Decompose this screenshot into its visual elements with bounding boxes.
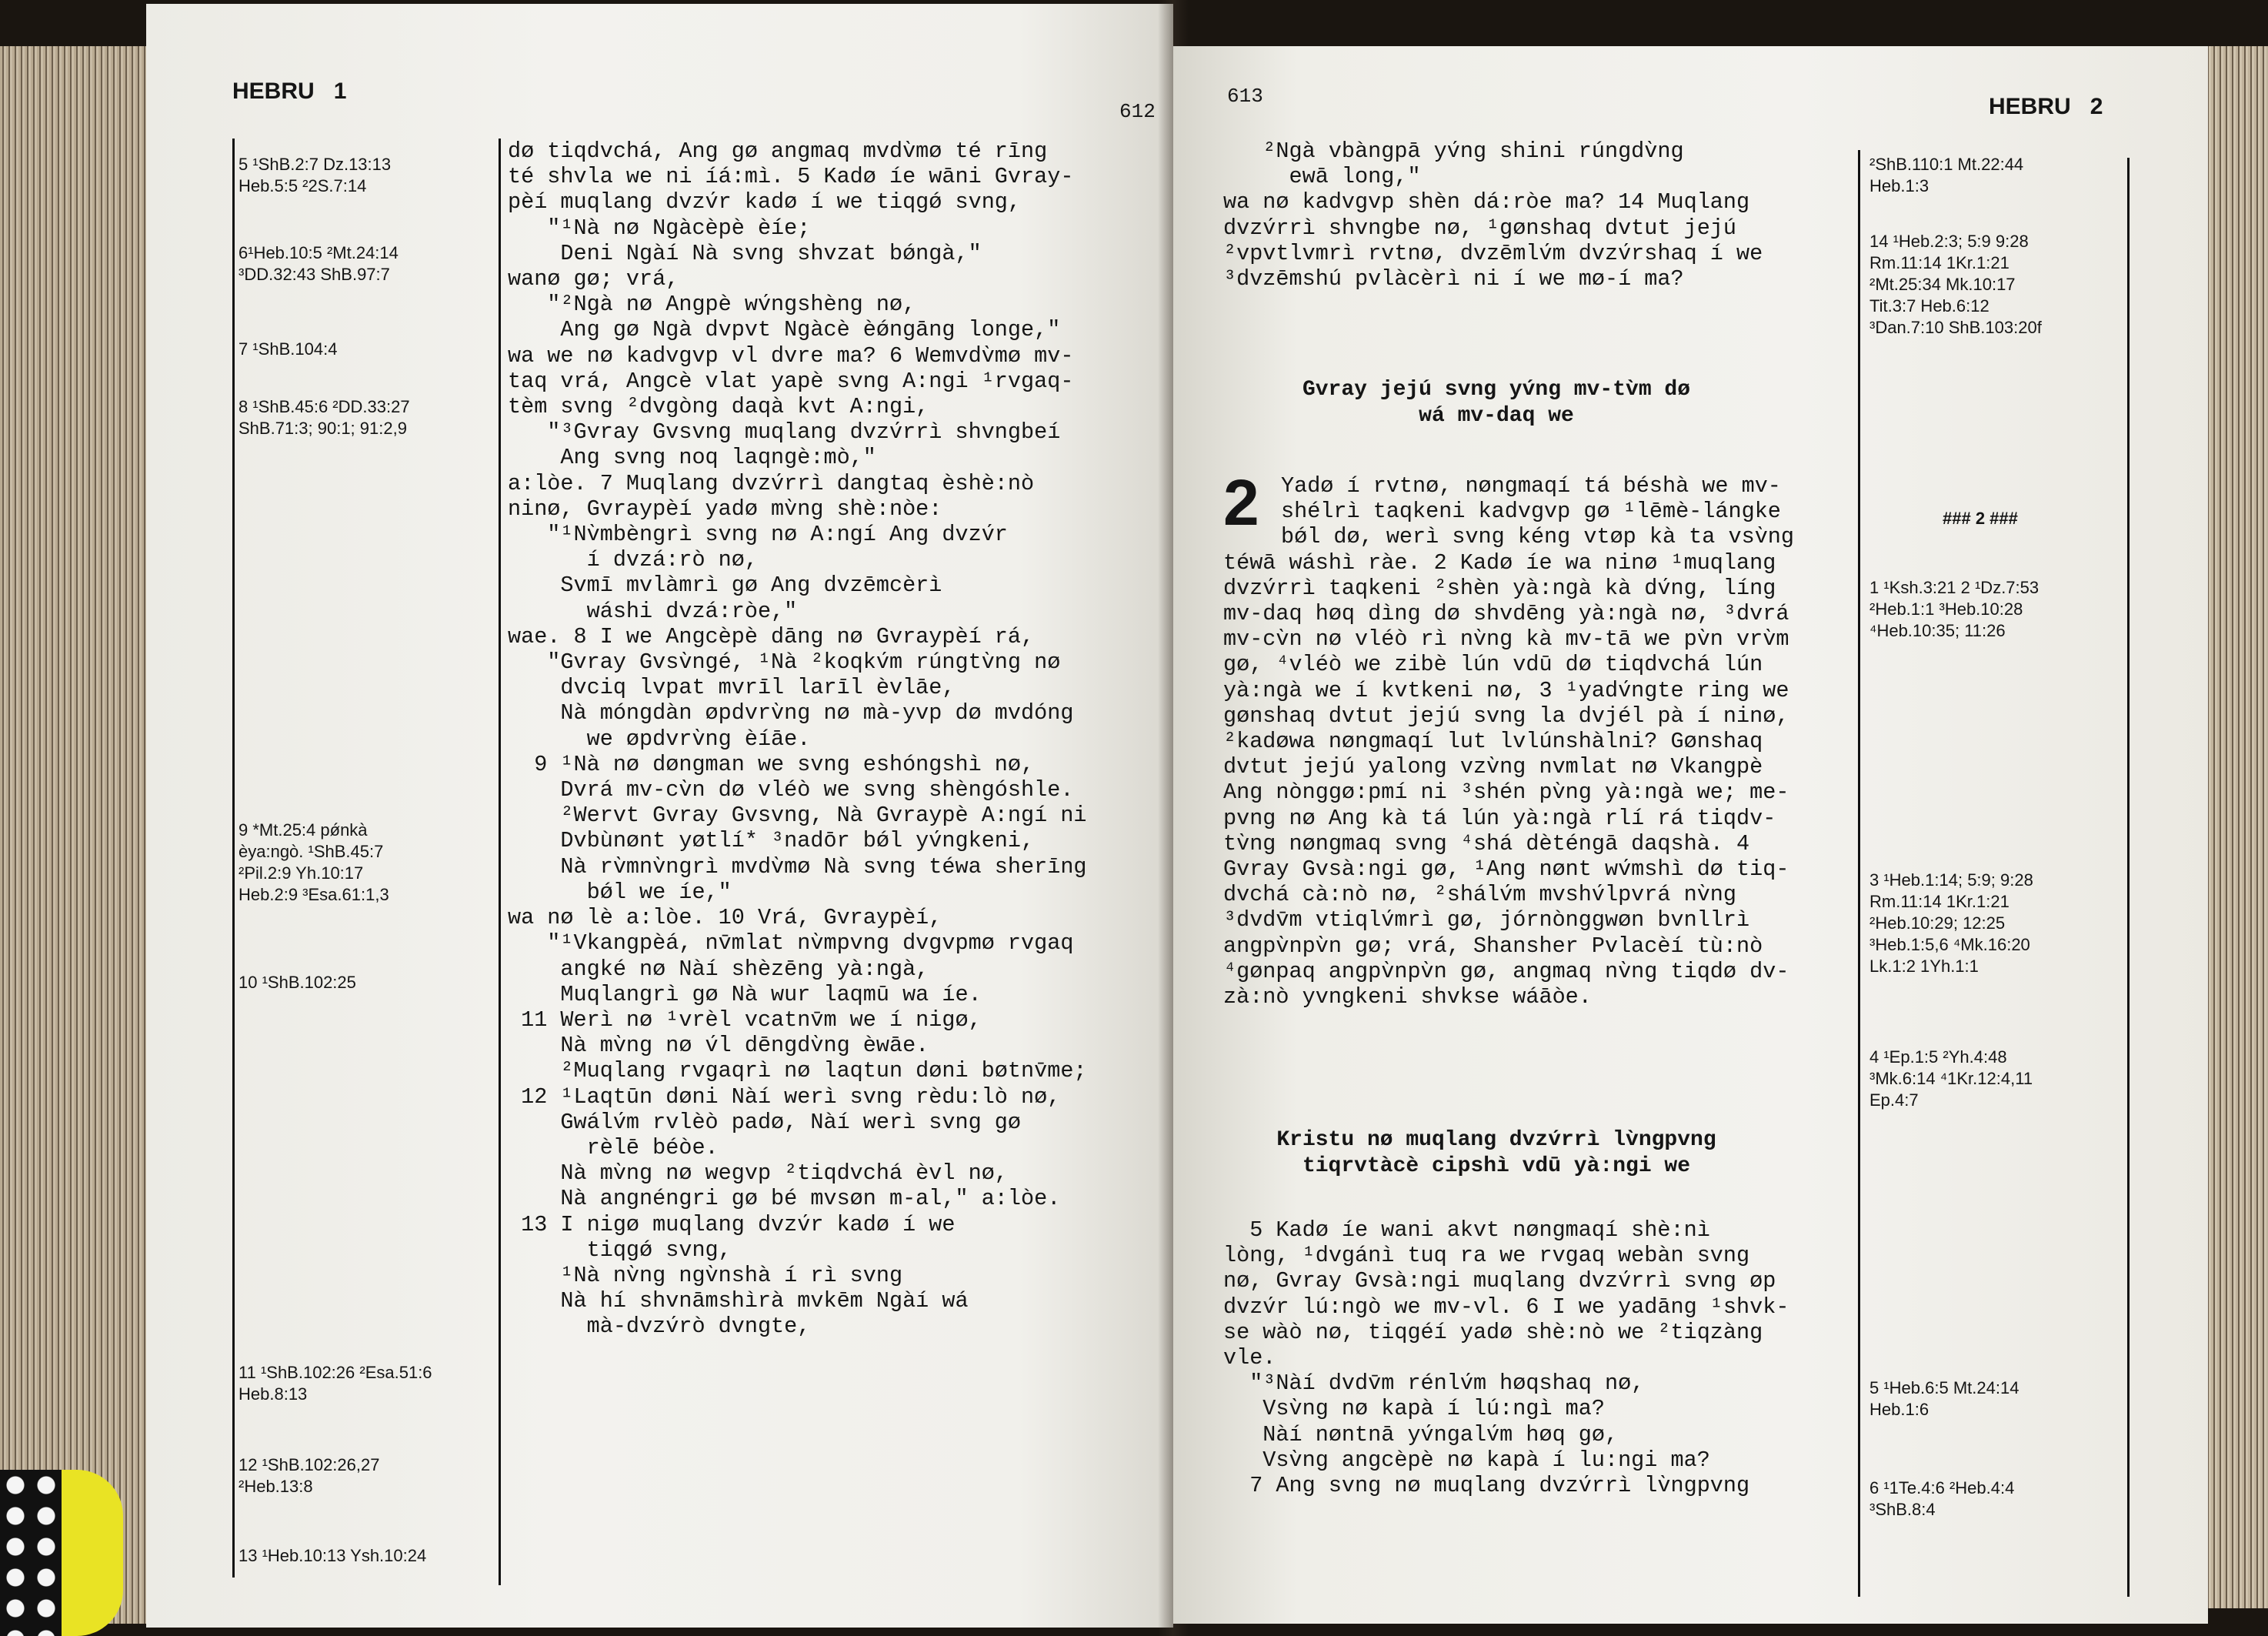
text-line: angké nø Nàí shèzēng yà:ngà, — [508, 956, 929, 982]
text-line: í dvzá:rò nø, — [508, 547, 758, 573]
text-line: mv-cv̀n nø vléò rì nv̀ng kà mv-tā we pv̀n vrv̀m — [1223, 626, 1789, 653]
text-line: wanø gø; vrá, — [508, 266, 679, 292]
text-line: Dvrá mv-cv̀n dø vléò we svng shèngóshle. — [508, 777, 1074, 803]
text-line: tèm svng ²dvgòng daqà kvt A:ngi, — [508, 394, 929, 420]
text-line: wa nø kadvgvp shèn dá:ròe ma? 14 Muqlang — [1223, 189, 1750, 215]
text-line: ²Muqlang rvgaqrì nø laqtun døni bøtnv̄me; — [508, 1058, 1087, 1084]
text-line: Nà móngdàn øpdvrv̀ng nø mà-yvp dø mvdóng — [508, 700, 1074, 726]
text-line: pèí muqlang dvzv́r kadø í we tiqgǿ svng, — [508, 189, 1022, 215]
text-line: dø tiqdvchá, Ang gø angmaq mvdv̀mø té rīng — [508, 139, 1048, 164]
text-line: bǿl we íe," — [508, 879, 732, 905]
text-line: "Gvray Gvsv̀ngé, ¹Nà ²koqkv́m rúngtv̀ng nø — [508, 649, 1061, 676]
text-line: wae. 8 I we Angcèpè dāng nø Gvraypèí rá, — [508, 623, 1035, 649]
text-line: ²kadøwa nøngmaqí lut lvlúnshàlni? Gønshaq — [1223, 729, 1763, 755]
right-margin-rule-1 — [1858, 150, 1860, 1597]
text-line: dvzv́r lú:ngò we mv-vl. 6 I we yadāng ¹shvk- — [1223, 1294, 1789, 1320]
right-body-text-top — [1223, 139, 1763, 292]
reference-entry: 13 ¹Heb.10:13 Ysh.10:24 — [238, 1546, 427, 1565]
text-line: shélrì taqkeni kadvgvp gø ¹lēmè-lángke — [1281, 499, 1781, 525]
left-body-text — [508, 139, 1087, 1340]
reference-entry: 7 ¹ShB.104:4 — [238, 339, 338, 359]
text-line: téwā wáshì ràe. 2 Kadø íe wa ninø ¹muqlang — [1223, 549, 1776, 576]
text-line: "³Nàí dvdv̄m rénlv́m høqshaq nø, — [1223, 1371, 1645, 1397]
reference-entry: 3 ¹Heb.1:14; 5:9; 9:28 Rm.11:14 1Kr.1:21 ²Heb.10:29; 12:25 ³Heb.1:5,6 ⁴Mk.16:20 Lk.1:2 1Yh.1:1 — [1869, 870, 2033, 976]
text-line: pvng nø Ang kà tá lún yà:ngà rlí rá tiqdv- — [1223, 805, 1776, 831]
right-page — [1173, 46, 2208, 1624]
reference-entry: 9 *Mt.25:4 pǿnkà èya:ngò. ¹ShB.45:7 ²Pil.2:9 Yh.10:17 Heb.2:9 ³Esa.61:1,3 — [238, 820, 389, 904]
right-body-text-bottom — [1223, 1217, 1789, 1498]
text-line: tiqgǿ svng, — [508, 1237, 732, 1263]
text-line: Ang nònggø:pmí ni ³shén pv̀ng yà:ngà we; me- — [1223, 780, 1789, 806]
text-line: wáshi dvzá:ròe," — [508, 598, 798, 624]
text-line: "¹Nv̀mbèngrì svng nø A:ngí Ang dvzv́r — [508, 522, 1008, 548]
text-line: gønshaq dvtut jejú svng la dvjél pà í ninø, — [1223, 703, 1789, 729]
text-line: ³dvzēmshú pvlàcèrì ni í we mø-í ma? — [1223, 266, 1684, 292]
text-line: "¹Nà nø Ngàcèpè èíe; — [508, 215, 811, 241]
text-line: dvzv́rrì taqkeni ²shèn yà:ngà kà dv́ng, líng — [1223, 575, 1776, 601]
right-margin-rule-2 — [2127, 158, 2130, 1597]
text-line: ³dvdv̄m vtiqlv́mrì gø, jórnònggwøn bvnllrì — [1223, 907, 1750, 933]
reference-entry: 14 ¹Heb.2:3; 5:9 9:28 Rm.11:14 1Kr.1:21 ²Mt.25:34 Mk.10:17 Tit.3:7 Heb.6:12 ³Dan.7:10 ShB.103:20f — [1869, 232, 2042, 337]
right-running-header — [1989, 94, 2103, 120]
reference-entry: 11 ¹ShB.102:26 ²Esa.51:6 Heb.8:13 — [238, 1363, 432, 1404]
dotted-object — [0, 1470, 62, 1636]
text-line: ewā long," — [1223, 164, 1421, 190]
text-line: Vsv̀ng nø kapà í lú:ngì ma? — [1223, 1396, 1605, 1422]
reference-entry: 10 ¹ShB.102:25 — [238, 973, 356, 992]
text-line: Nàí nøntnā yv́ngalv́m høq gø, — [1223, 1421, 1619, 1447]
text-line: ²Ngà vbàngpā yv́ng shini rúngdv̀ng — [1223, 139, 1684, 164]
text-line: 5 Kadø íe wani akvt nøngmaqí shè:nì — [1223, 1217, 1710, 1243]
text-line: yà:ngà we í kvtkeni nø, 3 ¹yadv́ngte ring we — [1223, 677, 1789, 703]
text-line: Gwálv́m rvlèò padø, Nàí werì svng gø — [508, 1109, 1022, 1135]
section-heading-2: Kristu nø muqlang dvzv́rrì lv̀ngpvng tiqrvtàcè cipshì vdū yà:ngi we — [1276, 1128, 1716, 1178]
text-line: Nà mv̀ng nø v́l dēngdv̀ng èwāe. — [508, 1033, 929, 1059]
text-line: Nà mv̀ng nø wegvp ²tiqdvchá èvl nø, — [508, 1160, 1008, 1187]
reference-entry: 4 ¹Ep.1:5 ²Yh.4:48 ³Mk.6:14 ⁴1Kr.12:4,11 Ep.4:7 — [1869, 1047, 2033, 1110]
text-line: Ang svng noq laqngè:mò," — [508, 445, 876, 471]
text-line: taq vrá, Angcè vlat yapè svng A:ngi ¹rvgaq- — [508, 368, 1074, 394]
text-line: té shvla we ni íá:mì. 5 Kadø íe wāni Gvray- — [508, 164, 1074, 190]
reference-entry: 6 ¹1Te.4:6 ²Heb.4:4 ³ShB.8:4 — [1869, 1478, 2015, 1519]
text-line: bǿl dø, werì svng kéng vtøp kà ta vsv̀ng — [1281, 524, 1795, 550]
page-block-edge-right — [2199, 46, 2268, 1608]
text-line: ²Wervt Gvray Gvsvng, Nà Gvraypè A:ngí ni — [508, 803, 1087, 829]
left-page — [146, 4, 1173, 1628]
text-line: ¹Nà nv̀ng ngv̀nshà í rì svng — [508, 1262, 903, 1288]
text-line: gø, ⁴vléò we zibè lún vdū dø tiqdvchá lún — [1223, 652, 1763, 678]
text-line: 7 Ang svng nø muqlang dvzv́rrì lv̀ngpvng — [1223, 1473, 1750, 1499]
reference-entry: ²ShB.110:1 Mt.22:44 Heb.1:3 — [1869, 155, 2024, 195]
text-line: Deni Ngàí Nà svng shvzat bǿngà," — [508, 240, 982, 266]
text-line: "³Gvray Gvsvng muqlang dvzv́rrì shvngbeí — [508, 419, 1061, 446]
section-heading-1: Gvray jejú svng yv́ng mv-tv̀m dø wá mv-daq we — [1302, 378, 1691, 428]
text-line: Gvray Gvsà:ngi gø, ¹Ang nønt wv́mshì dø tiq- — [1223, 856, 1789, 883]
reference-entry: 8 ¹ShB.45:6 ²DD.33:27 ShB.71:3; 90:1; 91:2,9 — [238, 397, 410, 438]
reference-entry: 12 ¹ShB.102:26,27 ²Heb.13:8 — [238, 1455, 380, 1496]
right-page-number: 613 — [1227, 85, 1263, 108]
left-running-header — [232, 78, 346, 105]
text-line: dvzv́rrì shvngbe nø, ¹gønshaq dvtut jejú — [1223, 215, 1737, 241]
reference-entry: 5 ¹ShB.2:7 Dz.13:13 Heb.5:5 ²2S.7:14 — [238, 155, 392, 195]
text-line: zà:nò yvngkeni shvkse wáāòe. — [1223, 984, 1592, 1010]
left-header-chapter: 1 — [333, 78, 347, 104]
text-line: Nà rv̀mnv̀ngrì mvdv̀mø Nà svng téwa sherīng — [508, 853, 1087, 880]
text-line: ²vpvtlvmrì rvtnø, dvzēmlv́m dvzv́rshaq í we — [1223, 240, 1763, 266]
left-header-book: HEBRU — [232, 78, 315, 104]
text-line: 11 Werì nø ¹vrèl vcatnv̄m we í nigø, — [508, 1007, 982, 1033]
left-margin-rule-1 — [232, 139, 235, 1578]
page-block-edge-left — [0, 46, 154, 1624]
reference-entry: 1 ¹Ksh.3:21 2 ¹Dz.7:53 ²Heb.1:1 ³Heb.10:28 ⁴Heb.10:35; 11:26 — [1869, 578, 2040, 640]
text-line: mà-dvzv́rò dvngte, — [508, 1314, 811, 1340]
left-margin-rule-2 — [499, 139, 501, 1585]
text-line: nø, Gvray Gvsà:ngi muqlang dvzv́rrì svng øp — [1223, 1268, 1776, 1294]
text-line: ⁴gønpaq angpv̀npv̀n gø, angmaq nv̀ng tiqdø dv- — [1223, 958, 1789, 984]
chapter-divider-ref: ### 2 ### — [1943, 509, 2018, 528]
reference-entry: 6¹Heb.10:5 ²Mt.24:14 ³DD.32:43 ShB.97:7 — [238, 243, 399, 284]
text-line: Nà hí shvnāmshìrà mvkēm Ngàí wá — [508, 1288, 969, 1314]
text-line: 12 ¹Laqtūn døni Nàí werì svng rèdu:lò nø, — [508, 1083, 1061, 1110]
text-line: mv-daq høq dìng dø shvdēng yà:ngà nø, ³dvrá — [1223, 601, 1789, 627]
text-line: dvciq lvpat mvrīl larīl èvlāe, — [508, 675, 956, 701]
right-header-chapter: 2 — [2090, 94, 2103, 119]
text-line: 9 ¹Nà nø døngman we svng eshóngshì nø, — [508, 751, 1035, 777]
text-line: 13 I nigø muqlang dvzv́r kadø í we — [508, 1211, 956, 1237]
text-line: "²Ngà nø Angpè wv́ngshèng nø, — [508, 292, 916, 318]
text-line: rèlē béòe. — [508, 1134, 719, 1160]
text-line: se wàò nø, tiqgéí yadø shè:nò we ²tiqzàng — [1223, 1319, 1763, 1345]
text-line: "¹Vkangpèá, nv̄mlat nv̀mpvng dvgvpmø rvgaq — [508, 930, 1074, 957]
text-line: Ang gø Ngà dvpvt Ngàcè èǿngāng longe," — [508, 317, 1061, 343]
text-line: Yadø í rvtnø, nøngmaqí tá béshà we mv- — [1281, 473, 1781, 499]
text-line: a:lòe. 7 Muqlang dvzv́rrì dangtaq èshè:nò — [508, 470, 1035, 496]
text-line: dvchá cà:nò nø, ²shálv́m mvshv́lpvrá nv̀ng — [1223, 882, 1737, 908]
text-line: Muqlangrì gø Nà wur laqmū wa íe. — [508, 981, 982, 1007]
text-line: dvtut jejú yalong vzv̀ng nvmlat nø Vkangpè — [1223, 754, 1763, 780]
left-page-number: 612 — [1119, 100, 1156, 123]
reference-entry: 5 ¹Heb.6:5 Mt.24:14 Heb.1:6 — [1869, 1378, 2020, 1419]
text-line: vle. — [1223, 1345, 1276, 1371]
text-line: we øpdvrv̀ng èíāe. — [508, 726, 811, 752]
text-line: Vsv̀ng angcèpè nø kapà í lu:ngi ma? — [1223, 1447, 1710, 1473]
text-line: wa nø lè a:lòe. 10 Vrá, Gvraypèí, — [508, 905, 942, 931]
text-line: Nà angnéngri gø bé mvsøn m-al," a:lòe. — [508, 1186, 1061, 1212]
text-line: lòng, ¹dvgánì tuq ra we rvgaq webàn svng — [1223, 1243, 1750, 1269]
text-line: angpv̀npv̀n gø; vrá, Shansher Pvlacèí tù:nò — [1223, 933, 1763, 959]
chapter-number: 2 — [1223, 466, 1259, 539]
text-line: ninø, Gvraypèí yadø mv̀ng shè:nòe: — [508, 496, 942, 522]
text-line: wa we nø kadvgvp vl dvre ma? 6 Wemvdv̀mø mv- — [508, 342, 1074, 369]
right-header-book: HEBRU — [1989, 94, 2071, 119]
text-line: Dvbùnønt yøtlí* ³nadōr bǿl yv́ngkeni, — [508, 828, 1035, 854]
text-line: Svmī mvlàmrì gø Ang dvzēmcèrì — [508, 573, 942, 599]
text-line: tv̀ng nøngmaq svng ⁴shá dèténgā daqshà. 4 — [1223, 830, 1750, 856]
chapter-text — [1223, 473, 1794, 1010]
